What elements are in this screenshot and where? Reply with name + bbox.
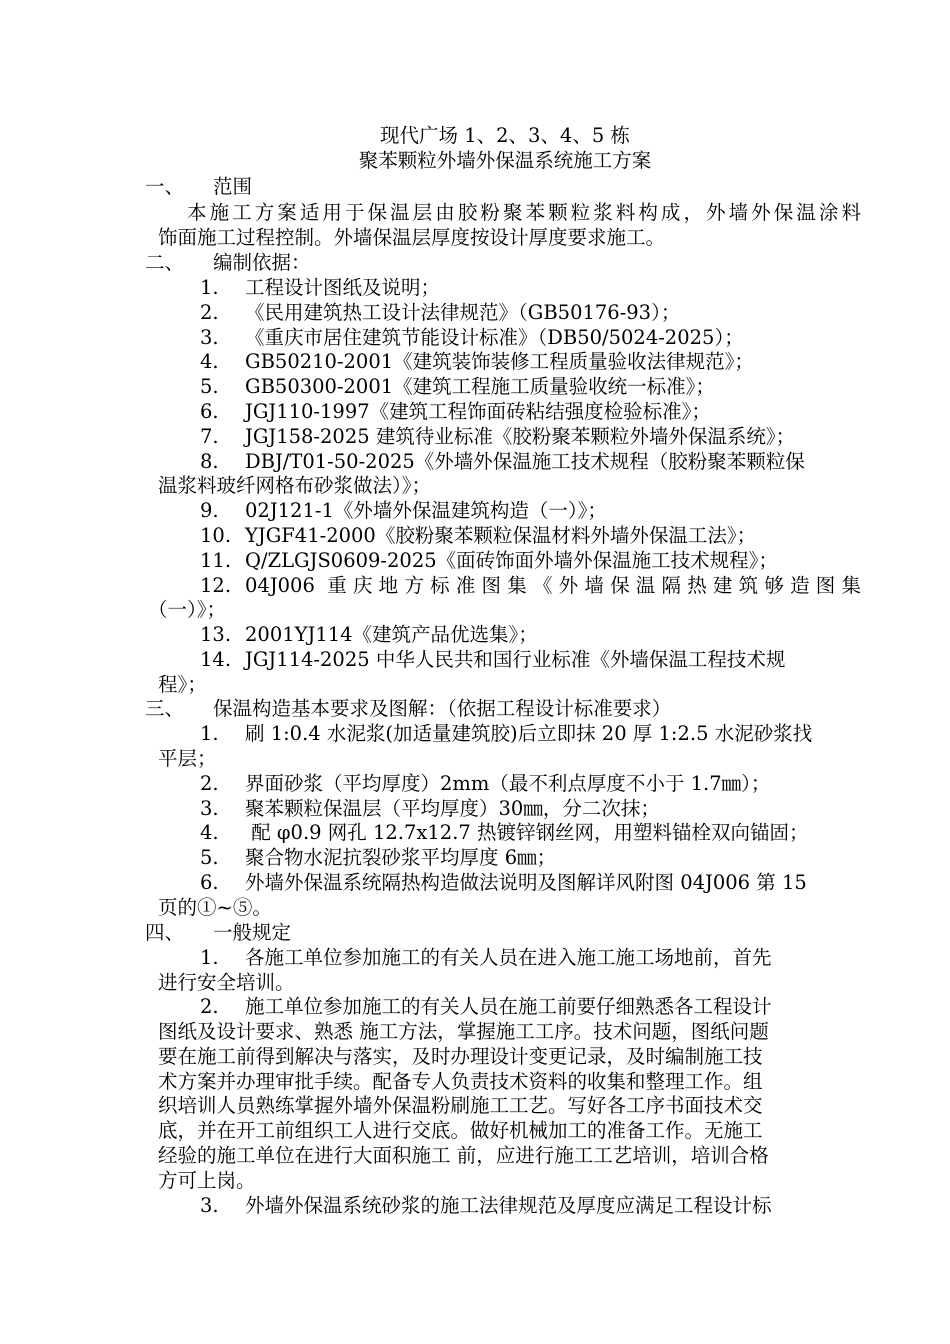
item-text: 施工单位参加施工的有关人员在施工前要仔细熟悉各工程设计 [245,995,772,1018]
item-text: JGJ114-2025 中华人民共和国行业标准《外墙保温工程技术规 [245,648,786,671]
item-number: 5. [200,846,219,869]
paragraph-line: 本施工方案适用于保温层由胶粉聚苯颗粒浆料构成，外墙外保温涂料 [187,201,861,224]
item-number: 3. [200,1194,219,1217]
item-continuation: 平层； [158,747,217,770]
item-continuation: （一）》； [148,598,227,621]
item-text: 聚苯颗粒保温层（平均厚度）30㎜，分二次抹； [245,797,660,820]
list-item [200,821,920,845]
item-number: 4. [200,350,219,373]
list-item [200,499,920,523]
item-text: Q/ZLGJS0609-2025《面砖饰面外墙外保温施工技术规程》； [245,549,778,572]
list-item [200,1194,920,1218]
section-heading-2 [145,251,865,275]
section-heading-1 [145,175,865,199]
item-continuation: 程》； [158,673,207,696]
list-item [200,574,861,598]
list-item [200,326,920,350]
list-item [200,995,920,1019]
item-number: 2. [200,772,219,795]
item-number: 1. [200,276,219,299]
item-text: 02J121-1《外墙外保温建筑构造（一）》； [245,499,607,522]
item-number: 3. [200,326,219,349]
list-item [200,797,920,821]
section-number: 二、 [145,251,185,274]
item-continuation: 页的①~⑤。 [158,896,272,919]
list-item [200,772,920,796]
list-item [200,871,920,895]
item-text: 界面砂浆（平均厚度）2mm（最不利点厚度不小于 1.7㎜）； [245,772,771,795]
item-number: 4. [200,821,219,844]
paragraph-line: 图纸及设计要求、熟悉 施工方法，掌握施工工序。技术问题，图纸问题 [158,1020,769,1043]
list-item [200,549,920,573]
list-item [200,722,920,746]
item-text: JGJ158-2025 建筑待业标准《胶粉聚苯颗粒外墙外保温系统》； [245,425,796,448]
item-text: GB50210-2001《建筑装饰装修工程质量验收法律规范》； [245,350,754,373]
list-item [200,450,920,474]
item-number: 2. [200,301,219,324]
item-text: JGJ110-1997《建筑工程饰面砖粘结强度检验标准》； [245,400,711,423]
list-item [200,375,920,399]
section-heading-3 [145,697,865,721]
paragraph-line: 经验的施工单位在进行大面积施工 前，应进行施工工艺培训，培训合格 [158,1144,769,1167]
item-text: GB50300-2001《建筑工程施工质量验收统一标准》； [245,375,715,398]
list-item [200,400,920,424]
section-number: 一、 [145,175,185,198]
item-number: 7. [200,425,219,448]
item-number: 10. [200,524,232,547]
item-text: 配 φ0.9 网孔 12.7x12.7 热镀锌钢丝网，用塑料锚栓双向锚固； [245,821,809,844]
item-number: 5. [200,375,219,398]
item-number: 1. [200,946,219,969]
item-text: 《重庆市居住建筑节能设计标准》（DB50/5024-2025）； [245,326,744,349]
item-number: 6. [200,871,219,894]
section-title: 范围 [213,175,253,198]
list-item [200,350,920,374]
paragraph-line: 要在施工前得到解决与落实，及时办理设计变更记录，及时编制施工技 [158,1045,763,1068]
item-number: 8. [200,450,219,473]
paragraph-line: 底，并在开工前组织工人进行交底。做好机械加工的准备工作。无施工 [158,1119,763,1142]
list-item [200,648,920,672]
item-text: 外墙外保温系统隔热构造做法说明及图解详风附图 04J006 第 15 [245,871,807,894]
item-number: 9. [200,499,219,522]
list-item [200,846,920,870]
item-text: 外墙外保温系统砂浆的施工法律规范及厚度应满足工程设计标 [245,1194,772,1217]
paragraph-line: 术方案并办理审批手续。配备专人负责技术资料的收集和整理工作。组 [158,1070,763,1093]
item-text: 《民用建筑热工设计法律规范》（GB50176-93）； [245,301,681,324]
item-number: 1. [200,722,219,745]
item-text: 刷 1:0.4 水泥浆(加适量建筑胶)后立即抹 20 厚 1:2.5 水泥砂浆找 [245,722,813,745]
item-text: 各施工单位参加施工的有关人员在进入施工施工场地前，首先 [245,946,772,969]
list-item [200,524,920,548]
item-text: YJGF41-2000《胶粉聚苯颗粒保温材料外墙外保温工法》； [245,524,757,547]
paragraph-line: 方可上岗。 [158,1169,256,1192]
item-number: 12. [200,574,232,597]
item-text: 2001YJ114《建筑产品优选集》； [245,623,538,646]
section-title: 保温构造基本要求及图解：（依据工程设计标准要求） [213,697,672,720]
item-continuation: 进行安全培训。 [158,971,295,994]
item-text: 工程设计图纸及说明； [245,276,441,299]
item-number: 13. [200,623,232,646]
item-number: 14. [200,648,232,671]
section-number: 三、 [145,697,185,720]
list-item [200,301,920,325]
paragraph-line: 织培训人员熟练掌握外墙外保温粉刷施工工艺。写好各工序书面技术交 [158,1094,763,1117]
section-title: 一般规定 [213,921,292,944]
doc-title-line1: 现代广场 1、2、3、4、5 栋 [380,124,630,147]
section-title: 编制依据： [213,251,311,274]
item-number: 11. [200,549,232,572]
item-text: DBJ/T01-50-2025《外墙外保温施工技术规程（胶粉聚苯颗粒保 [245,450,805,473]
item-text: 聚合物水泥抗裂砂浆平均厚度 6㎜； [245,846,557,869]
item-continuation: 温浆料玻纤网格布砂浆做法）》； [158,474,432,497]
list-item [200,425,920,449]
doc-title-line2: 聚苯颗粒外墙外保温系统施工方案 [358,149,652,172]
item-number: 6. [200,400,219,423]
section-number: 四、 [145,921,185,944]
item-number: 3. [200,797,219,820]
item-number: 2. [200,995,219,1018]
section-heading-4 [145,921,865,945]
item-text: 04J006 重庆地方标准图集《外墙保温隔热建筑够造图集 [245,574,861,597]
paragraph-line: 饰面施工过程控制。外墙保温层厚度按设计厚度要求施工。 [158,226,666,249]
list-item [200,623,920,647]
list-item [200,946,920,970]
list-item [200,276,920,300]
